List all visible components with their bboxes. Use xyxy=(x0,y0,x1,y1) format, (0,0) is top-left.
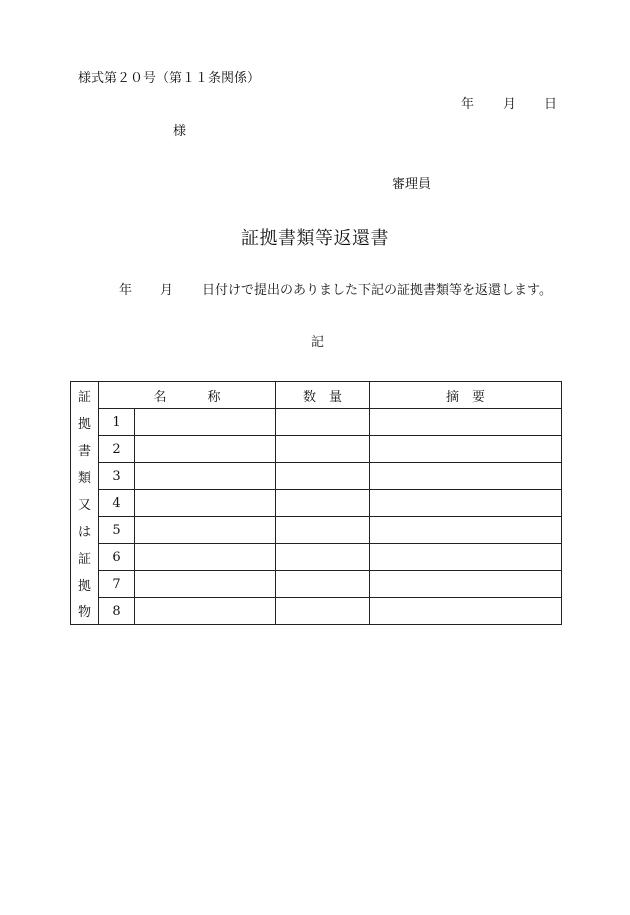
items-table xyxy=(70,381,562,625)
side-label-char: 又 xyxy=(71,490,99,517)
column-header-remarks-text: 摘 要 xyxy=(446,389,486,405)
row-remarks-cell[interactable] xyxy=(370,598,562,625)
examiner-title: 審理員 xyxy=(392,177,432,192)
row-name-cell[interactable] xyxy=(135,436,276,463)
body-sentence: 日付けで提出のありました下記の証拠書類等を返還します。 xyxy=(202,283,552,298)
row-remarks-cell[interactable] xyxy=(370,436,562,463)
date-year-label: 年 xyxy=(461,97,475,112)
row-quantity-cell[interactable] xyxy=(276,409,370,436)
row-name-cell[interactable] xyxy=(135,544,276,571)
row-remarks-cell[interactable] xyxy=(370,517,562,544)
row-quantity-cell[interactable] xyxy=(276,463,370,490)
row-name-cell[interactable] xyxy=(135,571,276,598)
side-label-char: 拠 xyxy=(71,409,99,436)
column-header-remarks xyxy=(370,382,562,409)
table-row xyxy=(71,544,562,571)
column-header-quantity xyxy=(276,382,370,409)
table-row xyxy=(71,517,562,544)
row-number: 1 xyxy=(99,409,135,436)
row-remarks-cell[interactable] xyxy=(370,571,562,598)
row-number: 7 xyxy=(99,571,135,598)
row-remarks-cell[interactable] xyxy=(370,490,562,517)
side-label-char: 拠 xyxy=(71,571,99,598)
row-number: 6 xyxy=(99,544,135,571)
side-label-char: 証 xyxy=(71,544,99,571)
row-name-cell[interactable] xyxy=(135,409,276,436)
side-label-char: 類 xyxy=(71,463,99,490)
table-row xyxy=(71,598,562,625)
row-number: 8 xyxy=(99,598,135,625)
row-remarks-cell[interactable] xyxy=(370,409,562,436)
side-label-char: 物 xyxy=(71,598,99,625)
side-label-char: 証 xyxy=(71,382,99,409)
row-number: 3 xyxy=(99,463,135,490)
row-number: 5 xyxy=(99,517,135,544)
row-quantity-cell[interactable] xyxy=(276,571,370,598)
table-row xyxy=(71,409,562,436)
table-row xyxy=(71,571,562,598)
table-header-row xyxy=(71,382,562,409)
side-label-char: 書 xyxy=(71,436,99,463)
row-remarks-cell[interactable] xyxy=(370,463,562,490)
column-header-name xyxy=(99,382,276,409)
date-day-label: 日 xyxy=(544,97,558,112)
row-quantity-cell[interactable] xyxy=(276,490,370,517)
date-month-label: 月 xyxy=(503,97,517,112)
row-name-cell[interactable] xyxy=(135,463,276,490)
row-name-cell[interactable] xyxy=(135,517,276,544)
row-number: 2 xyxy=(99,436,135,463)
column-header-quantity-text: 数 量 xyxy=(303,389,343,405)
note-label: 記 xyxy=(311,335,325,350)
body-month-label: 月 xyxy=(160,283,174,298)
table-row xyxy=(71,463,562,490)
row-quantity-cell[interactable] xyxy=(276,517,370,544)
addressee-suffix: 様 xyxy=(173,124,187,139)
document-title: 証拠書類等返還書 xyxy=(241,228,389,249)
row-quantity-cell[interactable] xyxy=(276,598,370,625)
row-name-cell[interactable] xyxy=(135,598,276,625)
body-year-label: 年 xyxy=(119,283,133,298)
table-row xyxy=(71,490,562,517)
row-name-cell[interactable] xyxy=(135,490,276,517)
row-remarks-cell[interactable] xyxy=(370,544,562,571)
table-row xyxy=(71,436,562,463)
row-number: 4 xyxy=(99,490,135,517)
row-quantity-cell[interactable] xyxy=(276,544,370,571)
side-label-char: は xyxy=(71,517,99,544)
form-number: 様式第２０号（第１１条関係） xyxy=(78,71,261,86)
row-quantity-cell[interactable] xyxy=(276,436,370,463)
column-header-name-text: 名 称 xyxy=(153,389,235,405)
